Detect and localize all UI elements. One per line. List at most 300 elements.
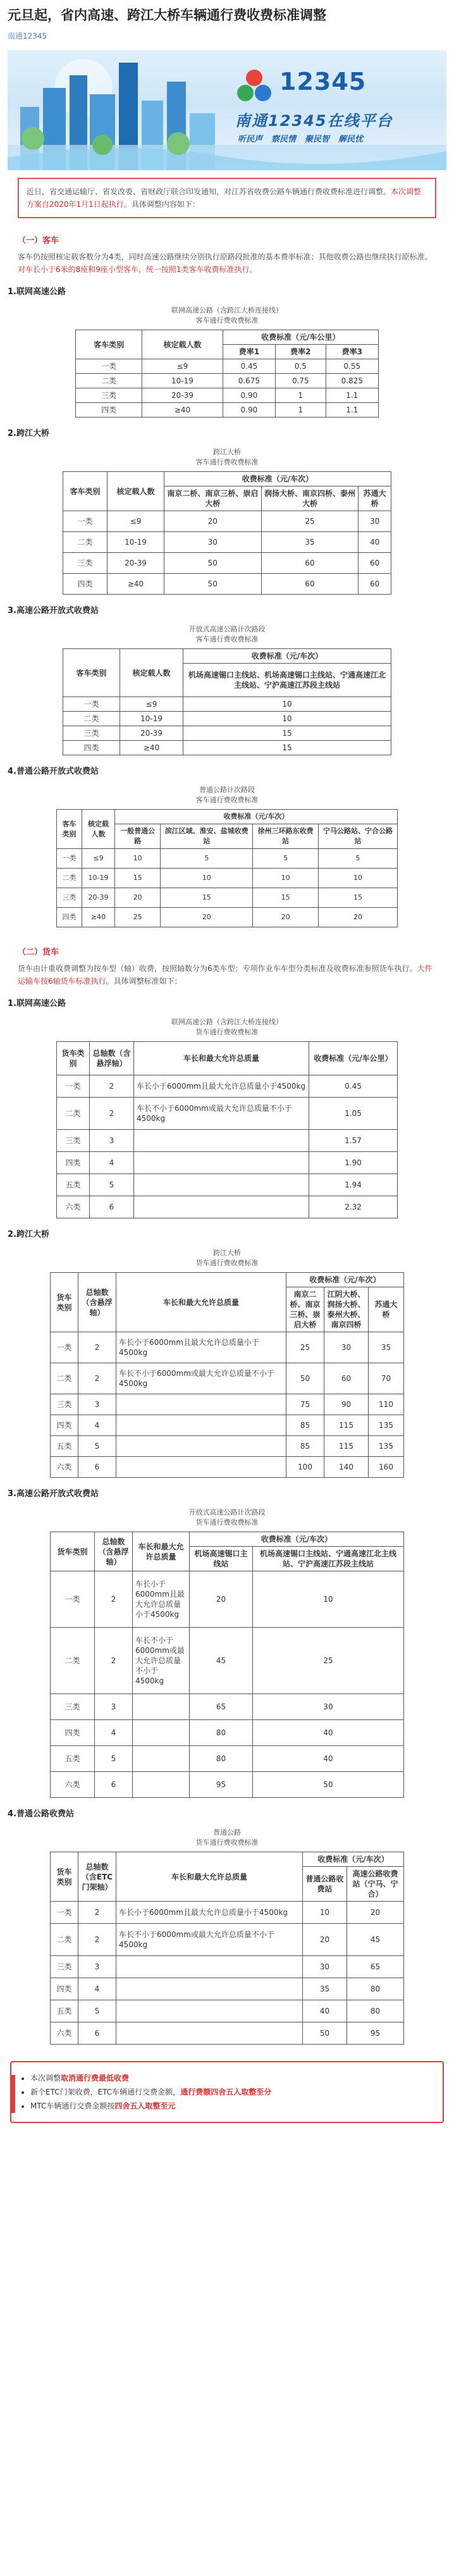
table-caption: 联网高速公路（含跨江大桥连接线） [171,1018,283,1026]
table-cell: 160 [369,1457,404,1478]
table-cell: 5 [95,1746,133,1772]
col-header: 总轴数（含ETC门架轴） [78,1852,116,1902]
table-row [57,908,398,927]
table-cell: 45 [190,1628,253,1694]
col-header: 收费标准（元/车次） [115,810,398,824]
table-cell: 五类 [57,1174,90,1196]
table-row [51,2022,404,2045]
table-cell: 20-39 [142,388,223,403]
table-cell: 80 [347,2000,404,2022]
table-cell: 3 [95,1694,133,1720]
table-cell: 五类 [51,2000,78,2022]
table-row [57,1098,398,1130]
table-cell: 1.57 [309,1130,398,1152]
table-cell: 85 [286,1415,324,1436]
table-caption: 普通公路 [213,1828,241,1836]
table-cell: 车长小于6000mm且最大允许总质量小于4500kg [116,1332,286,1363]
table-cell: 2 [78,1363,116,1394]
table-cell: 3 [78,1394,116,1415]
table-row [63,697,391,712]
table-cell: 20 [190,1571,253,1628]
table-cell: 六类 [57,1196,90,1218]
table-cell: 3 [90,1130,134,1152]
table-cell: 1.1 [326,388,378,403]
table-cell: 5 [318,849,397,869]
col-header: 费率2 [276,345,326,359]
table-row [63,532,391,553]
table-cell: 六类 [51,1457,78,1478]
table-caption: 客车通行费收费标准 [195,458,259,466]
banner-tag: 解民忧 [338,135,364,144]
table-cell: 30 [253,1694,404,1720]
table-cell: 2 [78,1924,116,1956]
table-cell: ≥40 [107,574,164,595]
table-row [51,1924,404,1956]
table-row [63,712,391,726]
table-cell: 五类 [51,1746,95,1772]
table-cell [133,1746,190,1772]
table-cell: 车长不小于6000mm或最大允许总质量不小于4500kg [116,1363,286,1394]
banner-tag: 察民情 [271,135,297,144]
table-cell: 0.75 [276,374,326,388]
table-row [63,511,391,532]
col-header: 南京二桥、南京三桥、崇启大桥 [164,486,262,511]
truck-para-end: 。具体调整标准如下： [106,977,182,986]
table-row [63,741,391,755]
car-fee-table-bridge [63,471,391,595]
table-cell: 15 [318,888,397,908]
table-cell: 30 [164,532,262,553]
truck-table-2-heading: 2.跨江大桥 [8,1230,49,1239]
table-cell: 0.45 [309,1075,398,1098]
table-cell: 三类 [63,726,120,741]
table-cell: 5 [90,1174,134,1196]
table-cell: 5 [253,849,319,869]
table-cell: 5 [161,849,253,869]
table-cell: 100 [286,1457,324,1478]
table-cell: 2 [90,1075,134,1098]
table-cell: 5 [78,1436,116,1457]
table-cell: 30 [324,1332,369,1363]
table-cell: 0.5 [276,359,326,374]
col-header: 收费标准（元/车次） [286,1273,404,1287]
table-row [63,574,391,595]
col-header: 核定载人数 [107,472,164,511]
table-row [57,888,398,908]
table-cell [134,1174,309,1196]
table-cell: 一类 [57,1075,90,1098]
table-cell: 一类 [51,1332,78,1363]
table-cell: ≤9 [120,697,183,712]
table-cell: 车长小于6000mm且最大允许总质量小于4500kg [134,1075,309,1098]
table-row [51,1363,404,1394]
table-cell: 1 [276,403,326,418]
table-row [51,1720,404,1746]
table-cell: 车长不小于6000mm或最大允许总质量不小于4500kg [134,1098,309,1130]
table-cell: 10 [253,869,319,888]
table-row [57,1174,398,1196]
table-cell: 20 [347,1902,404,1924]
table-cell: 80 [190,1746,253,1772]
col-header: 一般普通公路 [115,824,161,849]
tip-text: 本次调整 [30,2074,61,2083]
table-caption: 货车通行费收费标准 [195,1028,259,1036]
table-cell: 95 [347,2022,404,2045]
table-cell: 40 [253,1720,404,1746]
table-cell [134,1196,309,1218]
table-cell: 20 [318,908,397,927]
table-cell: 40 [253,1746,404,1772]
tip-item [30,2099,431,2113]
car-para-highlight: 对车长小于6米的8座和9座小型客车，统一按照1类客车收费标准执行 [18,265,250,274]
notice-highlight: 本次调整方案自2020年1月1日起执行 [27,187,422,209]
banner-tags [235,132,365,144]
article-source-link[interactable]: 南通12345 [8,32,47,40]
table-row [51,1394,404,1415]
table-cell: 2 [78,1332,116,1363]
table-cell: 10-19 [120,712,183,726]
table-cell: 2 [78,1902,116,1924]
table-cell: 10 [318,869,397,888]
table-cell: 四类 [57,908,82,927]
section-title-truck: （二）货车 [18,948,59,957]
table-cell: 75 [286,1394,324,1415]
table-cell: 车长不小于6000mm或最大允许总质量不小于4500kg [116,1924,303,1956]
table-row [76,388,379,403]
truck-fee-table-open-expressway [50,1532,404,1798]
table-cell: 110 [369,1394,404,1415]
table-cell: 2.32 [309,1196,398,1218]
table-cell: 10 [183,712,391,726]
table-cell: 135 [369,1436,404,1457]
table-cell: 2 [95,1571,133,1628]
table-cell: 三类 [63,553,107,574]
table-cell: 车长小于6000mm且最大允许总质量小于4500kg [116,1902,303,1924]
table-cell: 80 [190,1720,253,1746]
table-cell: 70 [369,1363,404,1394]
table-row [51,1415,404,1436]
table-row [51,1772,404,1798]
table-row [63,726,391,741]
truck-para-highlight: 大件运输车按6轴货车标准执行 [18,964,433,986]
col-header: 货车类别 [51,1852,78,1902]
table-cell: 3 [78,1956,116,1978]
table-cell: 15 [161,888,253,908]
table-cell: 10 [253,1571,404,1628]
car-fee-table-open-expressway [63,648,391,755]
table-cell: 4 [78,1978,116,2000]
col-header: 机场高速锡口主线站、机场高速锡口主线站、宁通高速江北主线站、宁沪高速江苏段主线站 [183,664,391,697]
table-cell: 15 [115,869,161,888]
col-header: 收费标准（元/车次） [164,472,391,486]
table-cell: 二类 [51,1628,95,1694]
table-caption: 货车通行费收费标准 [195,1838,259,1847]
table-cell: 四类 [51,1415,78,1436]
col-header: 收费标准（元/车公里） [223,330,378,345]
table-cell: 60 [324,1363,369,1394]
col-header: 核定载人数 [142,330,223,359]
table-cell: 60 [359,574,391,595]
table-cell [134,1130,309,1152]
col-header: 货车类别 [51,1273,78,1332]
table-cell: 65 [347,1956,404,1978]
truck-table-4-heading: 4.普通公路收费站 [8,1809,74,1819]
table-row [51,1902,404,1924]
col-header: 收费标准（元/车次） [303,1852,404,1867]
col-header: 机场高速锡口主线站 [190,1547,253,1571]
table-cell: 二类 [57,869,82,888]
car-section-paragraph [18,251,436,276]
table-cell: 二类 [63,712,120,726]
table-cell: 二类 [76,374,142,388]
table-cell: 0.55 [326,359,378,374]
col-header: 总轴数（含悬浮轴） [78,1273,116,1332]
table-row [57,1196,398,1218]
table-cell: 5 [78,2000,116,2022]
table-row [51,1978,404,2000]
table-cell: 一类 [57,849,82,869]
table-cell: 四类 [51,1720,95,1746]
table-cell: 10-19 [82,869,115,888]
table-cell: 20-39 [107,553,164,574]
truck-para-text: 货车由计重收费调整为按车型（轴）收费，按照轴数分为6类车型；专项作业车车型分类标准及收费标准参照货车执行。 [18,964,417,973]
table-cell: 车长小于6000mm且最大允许总质量小于4500kg [133,1571,190,1628]
col-header: 苏通大桥 [359,486,391,511]
table-cell: 六类 [51,1772,95,1798]
table-cell: 0.90 [223,403,275,418]
col-header: 润扬大桥、南京四桥、泰州大桥 [261,486,359,511]
table-caption: 货车通行费收费标准 [195,1259,259,1267]
table-cell: 10-19 [142,374,223,388]
table-cell: 15 [183,726,391,741]
table-cell: 10 [303,1902,347,1924]
col-header: 核定载人数 [82,810,115,849]
table-cell: ≤9 [107,511,164,532]
table-cell: 10 [183,697,391,712]
table-cell: 80 [347,1978,404,2000]
table-cell: 0.45 [223,359,275,374]
table-cell [134,1152,309,1174]
table-cell: 40 [359,532,391,553]
table-cell: 20-39 [120,726,183,741]
table-cell: 50 [303,2022,347,2045]
table-cell: 1.94 [309,1174,398,1196]
table-cell: 三类 [51,1394,78,1415]
table-cell [116,1436,286,1457]
truck-fee-table-ordinary-road [50,1852,404,2045]
table-cell: 四类 [51,1978,78,2000]
table-row [76,403,379,418]
table-cell: 一类 [51,1571,95,1628]
table-cell: 6 [90,1196,134,1218]
table-cell: 20 [115,888,161,908]
table-cell [133,1694,190,1720]
truck-table-3-heading: 3.高速公路开放式收费站 [8,1489,99,1499]
table-row [63,553,391,574]
table-caption: 普通公路计次路段 [199,786,255,794]
table-cell: 四类 [57,1152,90,1174]
table-cell: 四类 [63,741,120,755]
table-row [51,1457,404,1478]
table-cell: ≥40 [120,741,183,755]
col-header: 宁马公路站、宁合公路站 [318,824,397,849]
table-cell: 1 [276,388,326,403]
table-cell: 4 [78,1415,116,1436]
table-cell: 1.1 [326,403,378,418]
table-cell: 60 [359,553,391,574]
table-cell: 50 [286,1363,324,1394]
table-caption: 客车通行费收费标准 [195,316,259,325]
car-para-text: 客车仍按照核定载客数分为4类，同时高速公路继续分别执行原路段批准的基本费率标准；其他收费公路也继续执行原标准。 [18,252,433,261]
table-cell: 1.05 [309,1098,398,1130]
col-header: 客车类别 [57,810,82,849]
car-fee-table-ordinary-road [56,809,398,927]
table-cell: 6 [78,1457,116,1478]
table-cell: 一类 [76,359,142,374]
table-cell: 65 [190,1694,253,1720]
table-cell: 50 [253,1772,404,1798]
table-row [51,1436,404,1457]
article-title: 元旦起，省内高速、跨江大桥车辆通行费收费标准调整 [8,8,326,23]
table-caption: 跨江大桥 [213,1249,241,1257]
truck-table-1-heading: 1.联网高速公路 [8,999,66,1008]
table-cell: ≤9 [82,849,115,869]
table-cell [116,1457,286,1478]
table-cell: 三类 [51,1694,95,1720]
truck-fee-table-expressway [56,1041,398,1218]
table-cell: 1.90 [309,1152,398,1174]
table-cell: 一类 [51,1902,78,1924]
table-cell: 一类 [63,511,107,532]
tips-accent-bar [10,2075,15,2113]
table-caption: 跨江大桥 [213,448,241,456]
col-header: 普通公路收费站 [303,1867,347,1902]
table-cell: 25 [261,511,359,532]
table-cell: 20 [303,1924,347,1956]
table-cell: 45 [347,1924,404,1956]
table-cell: 60 [261,574,359,595]
table-cell: 35 [261,532,359,553]
table-cell: 二类 [63,532,107,553]
col-header: 费率1 [223,345,275,359]
table-cell: 115 [324,1436,369,1457]
col-header: 货车类别 [51,1532,95,1571]
hotline-logo-icon [234,66,274,107]
table-caption: 客车通行费收费标准 [195,635,259,643]
tip-text: MTC车辆通行交费金额按 [30,2102,115,2110]
banner-tag: 聚民智 [305,135,330,144]
table-cell: 0.90 [223,388,275,403]
col-header: 核定载人数 [120,649,183,697]
table-cell: 10 [115,849,161,869]
table-row [76,359,379,374]
table-row [51,1628,404,1694]
table-cell: 25 [115,908,161,927]
article-header [0,0,454,41]
table-row [51,1694,404,1720]
table-cell [116,1415,286,1436]
table-cell: ≥40 [82,908,115,927]
table-row [57,1130,398,1152]
col-header: 客车类别 [76,330,142,359]
table-cell: 二类 [51,1363,78,1394]
table-cell: 50 [164,574,262,595]
col-header: 客车类别 [63,649,120,697]
col-header: 滨江区域、淮安、盐城收费站 [161,824,253,849]
table-cell: 三类 [57,1130,90,1152]
table-cell: 车长不小于6000mm或最大允许总质量不小于4500kg [133,1628,190,1694]
col-header: 车长和最大允许总质量 [133,1532,190,1571]
table-caption: 开放式高速公路计次路段 [188,1508,266,1516]
table-cell: 6 [78,2022,116,2045]
col-header: 江阴大桥、润扬大桥、泰州大桥、南京四桥 [324,1287,369,1332]
col-header: 总轴数（含悬浮轴） [90,1042,134,1075]
table-cell: 20 [161,908,253,927]
car-table-2-heading: 2.跨江大桥 [8,429,49,438]
tip-highlight: 取消通行费最低收费 [61,2074,130,2083]
table-cell [133,1720,190,1746]
table-caption: 联网高速公路（含跨江大桥连接线） [171,306,283,314]
table-cell: ≤9 [142,359,223,374]
notice-text: 近日，省交通运输厅、省发改委、省财政厅联合印发通知，对江苏省收费公路车辆通行费收费标准进行调整。 [27,187,391,196]
section-title-car: （一）客车 [18,236,59,245]
truck-fee-table-bridge [50,1272,404,1478]
car-table-3-heading: 3.高速公路开放式收费站 [8,606,99,616]
col-header: 收费标准（元/车次） [190,1532,404,1547]
table-row [51,1956,404,1978]
car-table-1-heading: 1.联网高速公路 [8,287,66,297]
table-cell: 40 [303,2000,347,2022]
table-cell: 20-39 [82,888,115,908]
col-header: 收费标准（元/车次） [183,649,391,664]
table-cell: 0.675 [223,374,275,388]
table-cell: 10-19 [107,532,164,553]
table-cell: 2 [95,1628,133,1694]
table-cell: 35 [303,1978,347,2000]
table-cell: 三类 [76,388,142,403]
tip-item [30,2085,431,2099]
table-row [57,869,398,888]
table-cell: 90 [324,1394,369,1415]
table-cell: ≥40 [142,403,223,418]
table-cell: 2 [90,1098,134,1130]
banner-tag: 听民声 [238,135,263,144]
tip-text: 新个ETC门架收费，ETC车辆通行交费金额， [30,2088,181,2096]
table-cell [116,1956,303,1978]
table-cell: 0.825 [326,374,378,388]
table-cell: 三类 [51,1956,78,1978]
col-header: 总轴数（含悬浮轴） [95,1532,133,1571]
col-header: 南京二桥、南京三桥、崇启大桥 [286,1287,324,1332]
col-header: 客车类别 [63,472,107,511]
tip-item [30,2071,431,2085]
car-table-4-heading: 4.普通公路开放式收费站 [8,767,99,776]
table-cell: 135 [369,1415,404,1436]
table-cell: 20 [253,908,319,927]
col-header: 车长和最大允许总质量 [116,1852,303,1902]
col-header: 高速公路收费站（宁马、宁合） [347,1867,404,1902]
table-cell: 115 [324,1415,369,1436]
table-cell: 15 [253,888,319,908]
banner-number: 12345 [279,68,367,96]
table-cell: 二类 [51,1924,78,1956]
table-cell [133,1772,190,1798]
table-cell: 140 [324,1457,369,1478]
table-cell: 60 [261,553,359,574]
table-cell: 五类 [51,1436,78,1457]
table-cell: 30 [303,1956,347,1978]
col-header: 车长和最大允许总质量 [134,1042,309,1075]
